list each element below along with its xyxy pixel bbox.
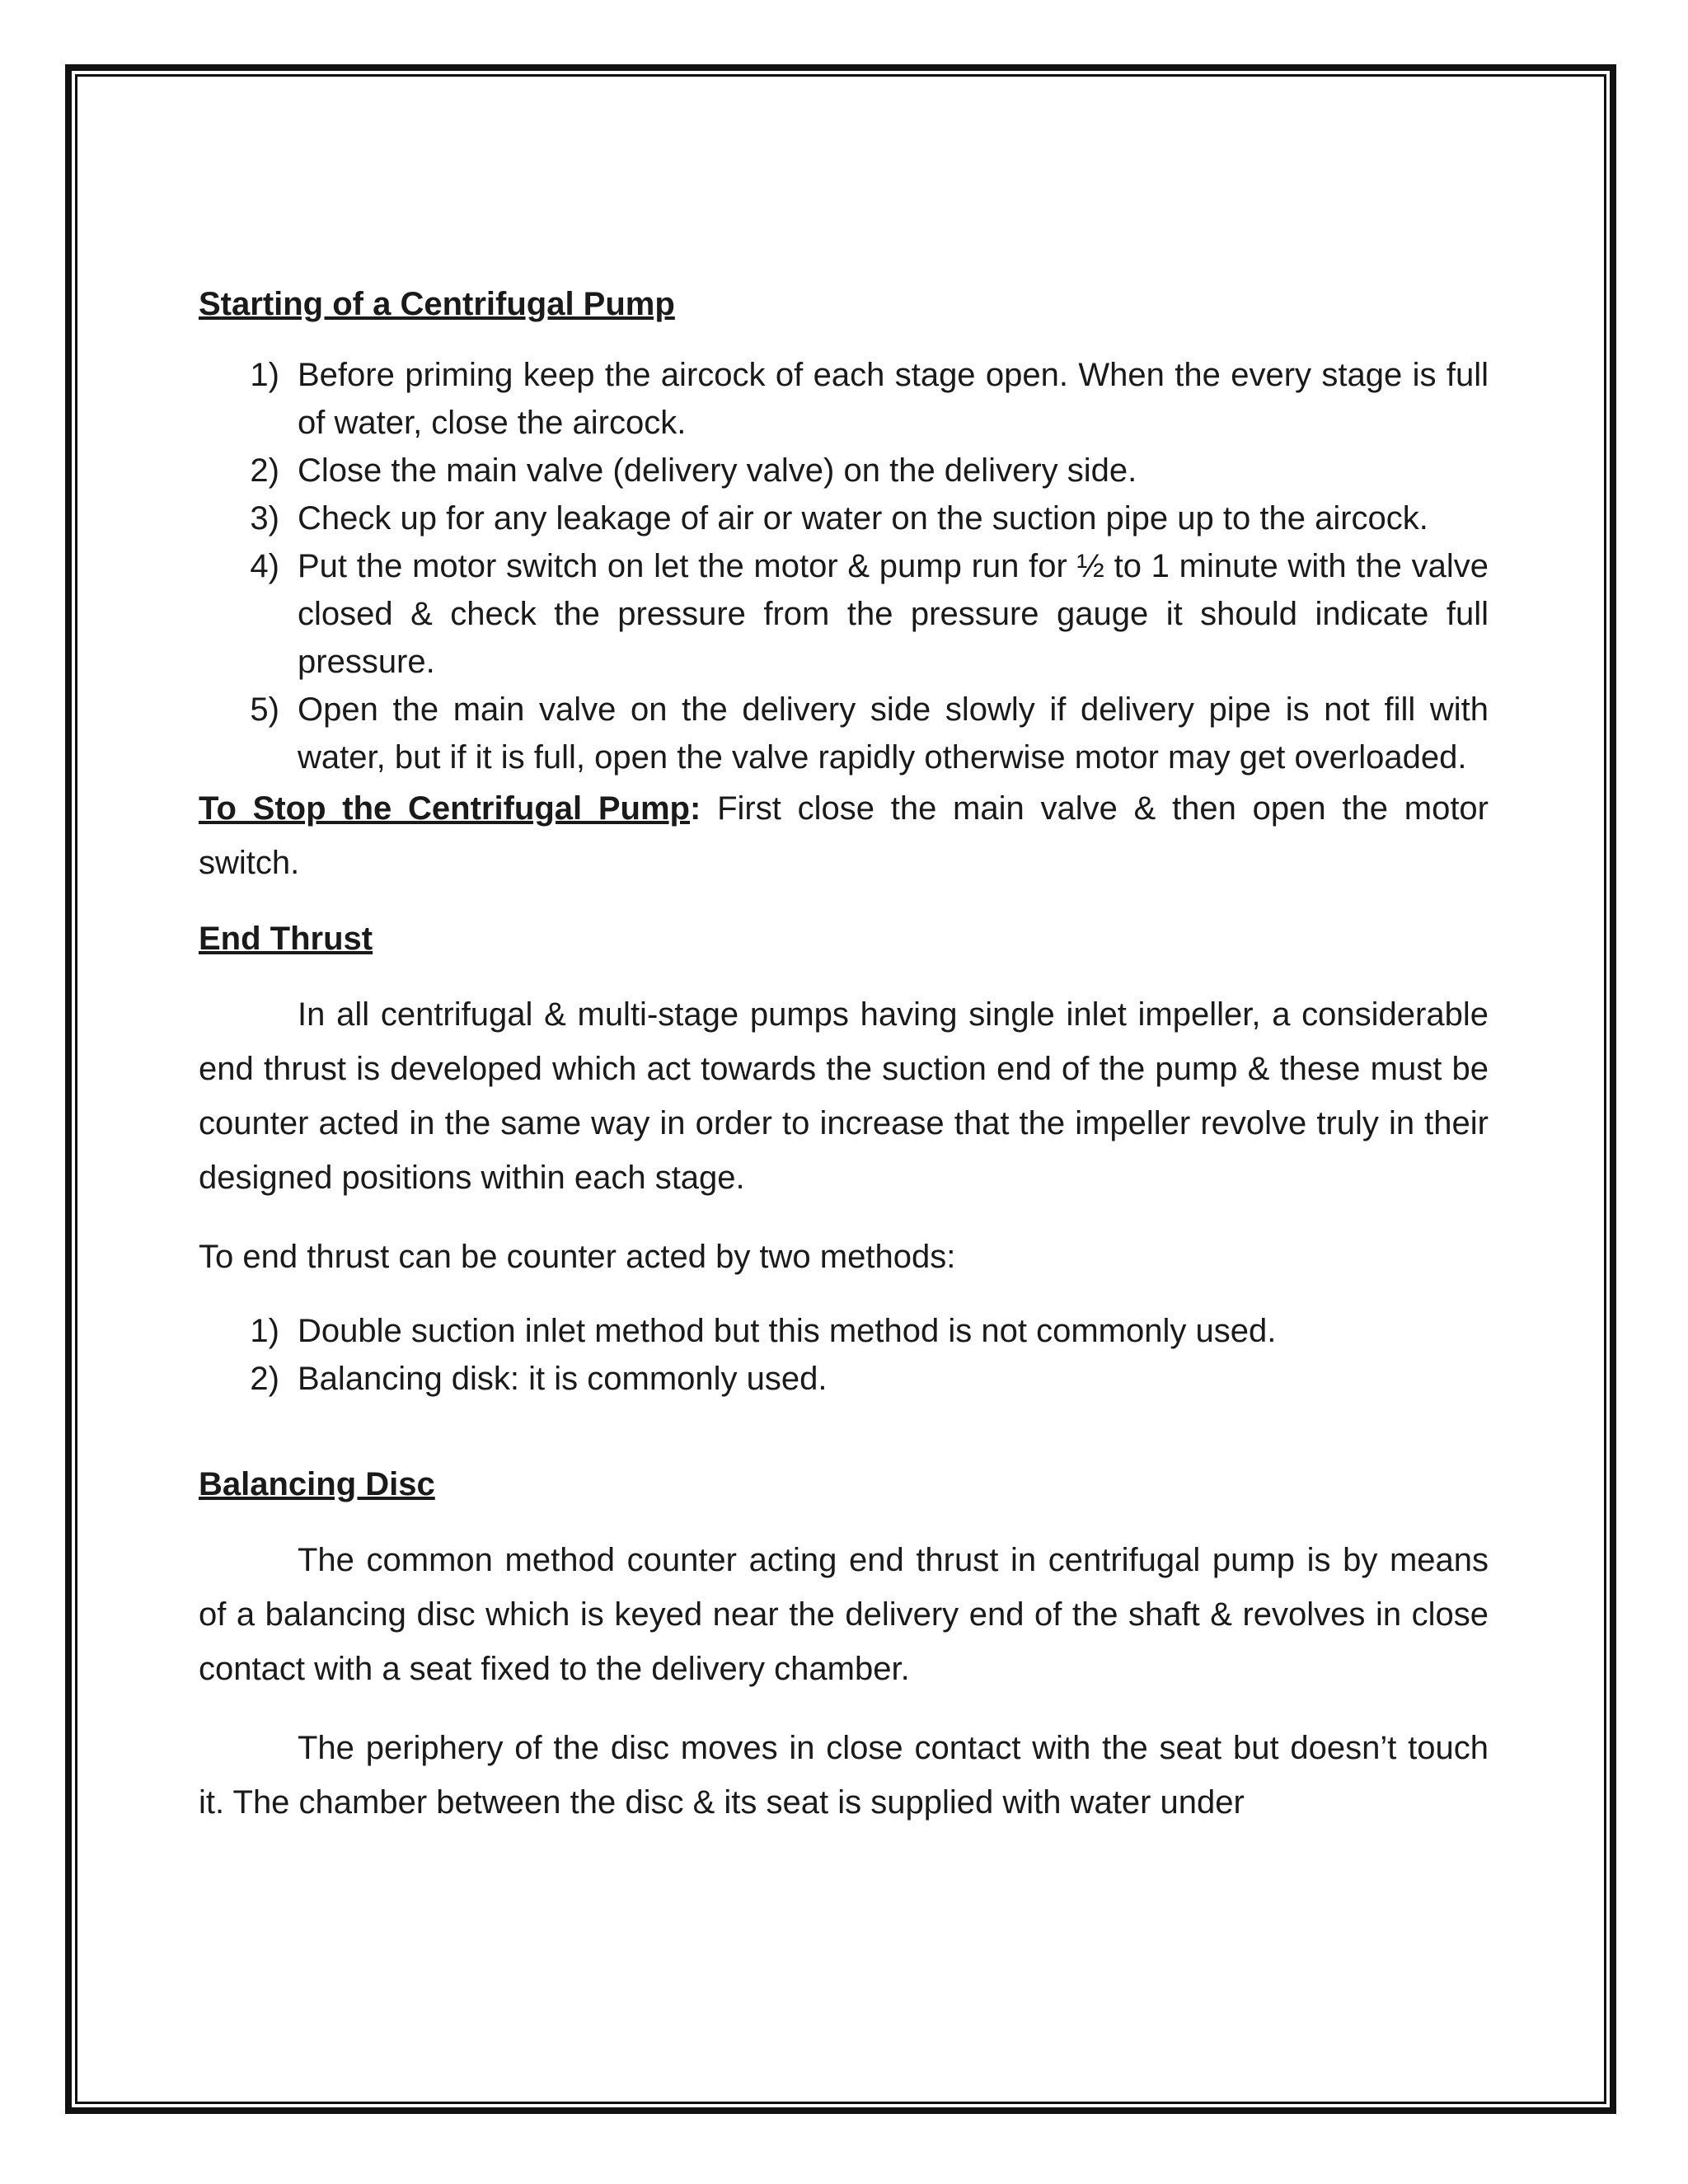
list-item [199, 447, 1489, 494]
list-text: Open the main valve on the delivery side slowly if delivery pipe is not fill with water, but if it is full, open the valve rapidly otherwise motor may get overloaded. [298, 691, 1489, 776]
stop-pump-label: To Stop the Centrifugal Pump [199, 790, 690, 827]
list-number: 5) [250, 691, 279, 728]
list-number: 2) [250, 452, 279, 489]
list-text: Check up for any leakage of air or water on the suction pipe up to the aircock. [298, 500, 1428, 537]
list-text: Balancing disk: it is commonly used. [298, 1361, 828, 1397]
heading-end-thrust: End Thrust [199, 921, 373, 957]
list-number: 4) [250, 548, 279, 584]
list-text: Before priming keep the aircock of each stage open. When the every stage is full of water, close the aircock. [298, 357, 1489, 441]
list-item [199, 1355, 1489, 1403]
starting-steps-list [199, 351, 1489, 781]
list-number: 1) [250, 357, 279, 393]
list-item [199, 686, 1489, 781]
end-thrust-paragraph: In all centrifugal & multi-stage pumps having single inlet impeller, a considerable end thrust is developed which act towards the suction end of the pump & these must be counter acted in the same way in order to increase that the impeller revolve truly in their designed positions within each stage. [199, 996, 1489, 1196]
balancing-disc-paragraph-1: The common method counter acting end thrust in centrifugal pump is by means of a balancing disc which is keyed near the delivery end of the shaft & revolves in close contact with a seat fixed to the delivery chamber. [199, 1542, 1489, 1687]
list-item [199, 542, 1489, 686]
balancing-disc-paragraph-2: The periphery of the disc moves in close contact with the seat but doesn’t touch it. The chamber between the disc & its seat is supplied with water under [199, 1730, 1489, 1821]
list-number: 2) [250, 1361, 279, 1397]
list-item [199, 1307, 1489, 1355]
stop-pump-paragraph [199, 781, 1489, 890]
heading-balancing-disc: Balancing Disc [199, 1466, 435, 1502]
document-body [199, 280, 1489, 1830]
list-text: Double suction inlet method but this method is not commonly used. [298, 1313, 1277, 1349]
stop-pump-colon: : [690, 790, 701, 827]
list-text: Put the motor switch on let the motor & pump run for ½ to 1 minute with the valve closed & check the pressure from the pressure gauge it should indicate full pressure. [298, 548, 1489, 680]
list-number: 1) [250, 1313, 279, 1349]
list-item [199, 351, 1489, 447]
methods-intro: To end thrust can be counter acted by two methods: [199, 1239, 956, 1275]
list-item [199, 494, 1489, 542]
heading-starting-centrifugal-pump: Starting of a Centrifugal Pump [199, 286, 675, 322]
stop-pump-text: First close the main valve & then open the motor switch. [199, 790, 1489, 881]
list-number: 3) [250, 500, 279, 537]
list-text: Close the main valve (delivery valve) on the delivery side. [298, 452, 1137, 489]
methods-list [199, 1307, 1489, 1403]
